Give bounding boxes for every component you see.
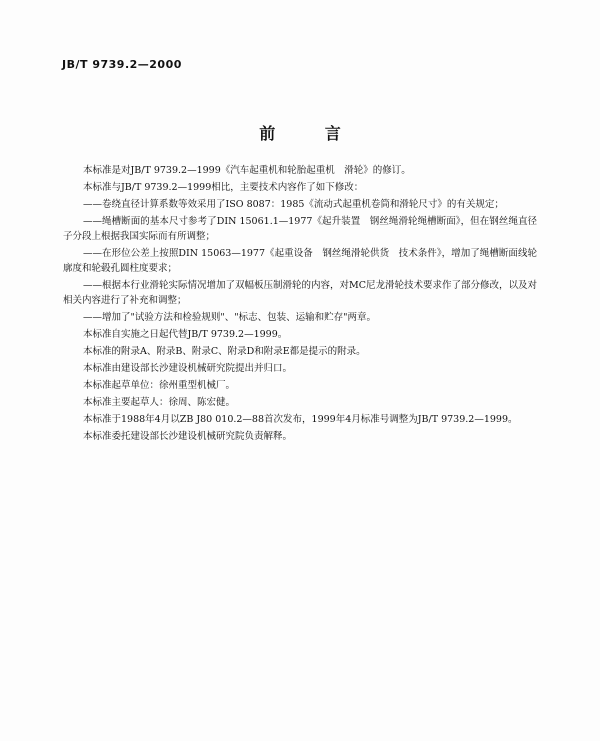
paragraph: 本标准由建设部长沙建设机械研究院提出并归口。	[83, 363, 293, 374]
standard-code: JB/T 9739.2—2000	[62, 58, 182, 71]
page-title: 前 言	[259, 124, 363, 143]
change-item: ——增加了"试验方法和检验规则"、"标志、包装、运输和贮存"两章。	[83, 312, 376, 323]
change-item: ——卷绕直径计算系数等效采用了ISO 8087：1985《流动式起重机卷筒和滑轮尺寸》的有关规定；	[83, 199, 504, 210]
foreword-body	[63, 163, 537, 446]
change-item: ——根据本行业滑轮实际情况增加了双幅板压制滑轮的内容，对MC尼龙滑轮技术要求作了部分修改，以及对相关内容进行了补充和调整；	[63, 280, 537, 306]
change-item: ——在形位公差上按照DIN 15063—1977《起重设备 钢丝绳滑轮供货 技术条件》，增加了绳槽断面线轮廓度和轮毂孔圆柱度要求；	[63, 248, 537, 274]
paragraph: 本标准主要起草人：徐周、陈宏健。	[83, 397, 236, 408]
paragraph: 本标准委托建设部长沙建设机械研究院负责解释。	[83, 431, 293, 442]
paragraph: 本标准的附录A、附录B、附录C、附录D和附录E都是提示的附录。	[83, 346, 366, 357]
paragraph: 本标准与JB/T 9739.2—1999相比，主要技术内容作了如下修改：	[83, 182, 364, 193]
paragraph: 本标准于1988年4月以ZB J80 010.2—88首次发布，1999年4月标准号调整为JB/T 9739.2—1999。	[83, 414, 518, 425]
paragraph: 本标准起草单位：徐州重型机械厂。	[83, 380, 236, 391]
paragraph: 本标准自实施之日起代替JB/T 9739.2—1999。	[83, 329, 288, 340]
paragraph: 本标准是对JB/T 9739.2—1999《汽车起重机和轮胎起重机 滑轮》的修订。	[83, 165, 411, 176]
change-item: ——绳槽断面的基本尺寸参考了DIN 15061.1—1977《起升装置 钢丝绳滑轮绳槽断面》，但在钢丝绳直径子分段上根据我国实际而有所调整；	[63, 216, 537, 242]
